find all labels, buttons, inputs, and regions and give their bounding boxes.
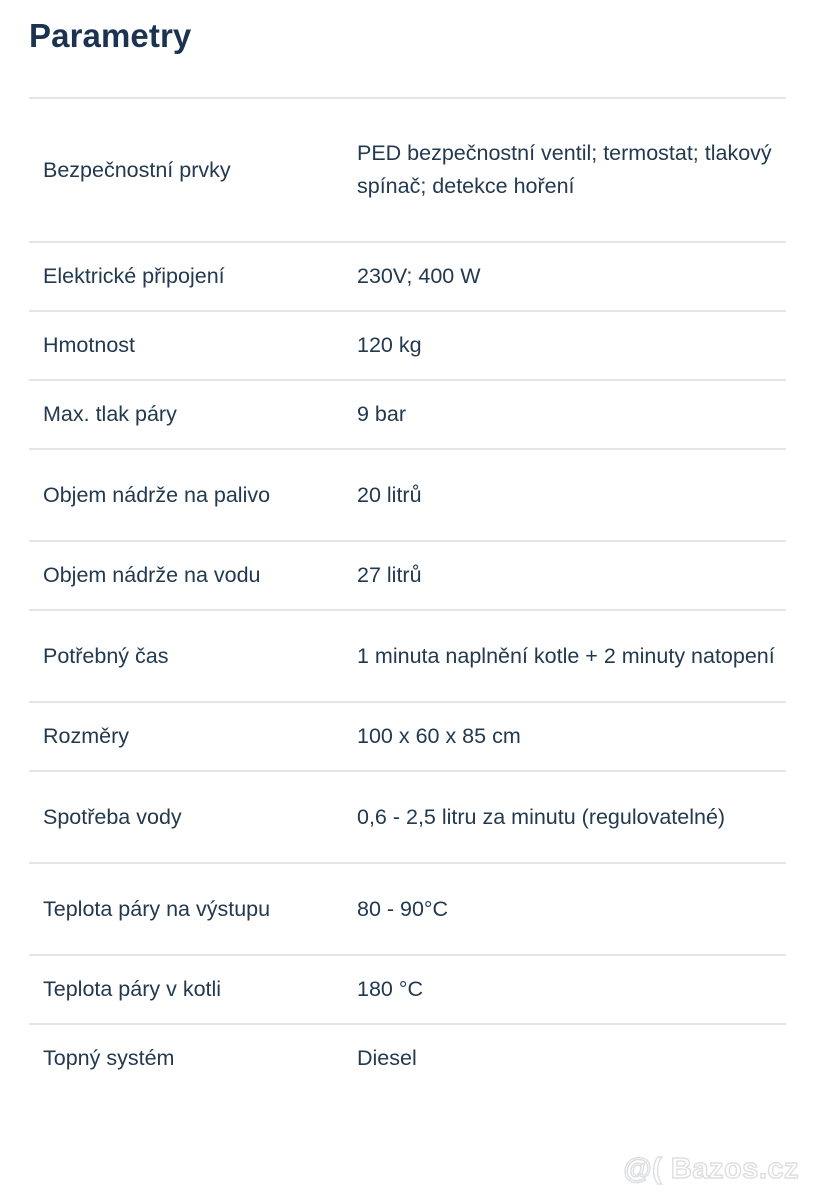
parameter-value: 100 x 60 x 85 cm	[357, 724, 521, 748]
parameter-label: Elektrické připojení	[43, 264, 225, 288]
table-row	[29, 770, 786, 862]
parameter-label: Bezpečnostní prvky	[43, 157, 231, 182]
parameter-label: Spotřeba vody	[43, 804, 182, 829]
parameter-value: 0,6 - 2,5 litru za minutu (regulovatelné)	[357, 804, 726, 829]
parameter-label: Rozměry	[43, 724, 130, 748]
parameter-value: 20 litrů	[357, 482, 422, 507]
table-row	[29, 701, 786, 770]
parameter-value: 180 °C	[357, 977, 423, 1001]
table-row	[29, 241, 786, 310]
parameter-label: Hmotnost	[43, 333, 136, 357]
parameter-value: 230V; 400 W	[357, 264, 481, 288]
table-row	[29, 609, 786, 701]
page-title: Parametry	[29, 17, 192, 54]
parameter-label: Teplota páry na výstupu	[43, 896, 271, 921]
table-row	[29, 862, 786, 954]
parameter-value: 27 litrů	[357, 563, 422, 587]
parameter-label: Max. tlak páry	[43, 402, 177, 426]
table-row	[29, 954, 786, 1023]
parameter-label: Objem nádrže na vodu	[43, 563, 261, 587]
parameter-label: Topný systém	[43, 1046, 175, 1070]
parameter-value: PED bezpečnostní ventil; termostat; tlakový spínač; detekce hoření	[357, 141, 772, 198]
table-row	[29, 448, 786, 540]
table-row	[29, 1023, 786, 1092]
bazos-watermark: @( Bazos.cz	[623, 1153, 799, 1185]
parameter-value: 80 - 90°C	[357, 896, 449, 921]
parameter-value: 1 minuta naplnění kotle + 2 minuty natopení	[357, 643, 775, 668]
table-row	[29, 97, 786, 241]
table-row	[29, 310, 786, 379]
table-row	[29, 379, 786, 448]
parameter-label: Teplota páry v kotli	[43, 977, 222, 1001]
parameters-table	[29, 97, 786, 1092]
parameter-value: 120 kg	[357, 333, 422, 357]
table-row	[29, 540, 786, 609]
parameter-value: Diesel	[357, 1046, 417, 1070]
parameter-value: 9 bar	[357, 402, 407, 426]
parameter-label: Objem nádrže na palivo	[43, 482, 271, 507]
parameter-label: Potřebný čas	[43, 643, 169, 668]
